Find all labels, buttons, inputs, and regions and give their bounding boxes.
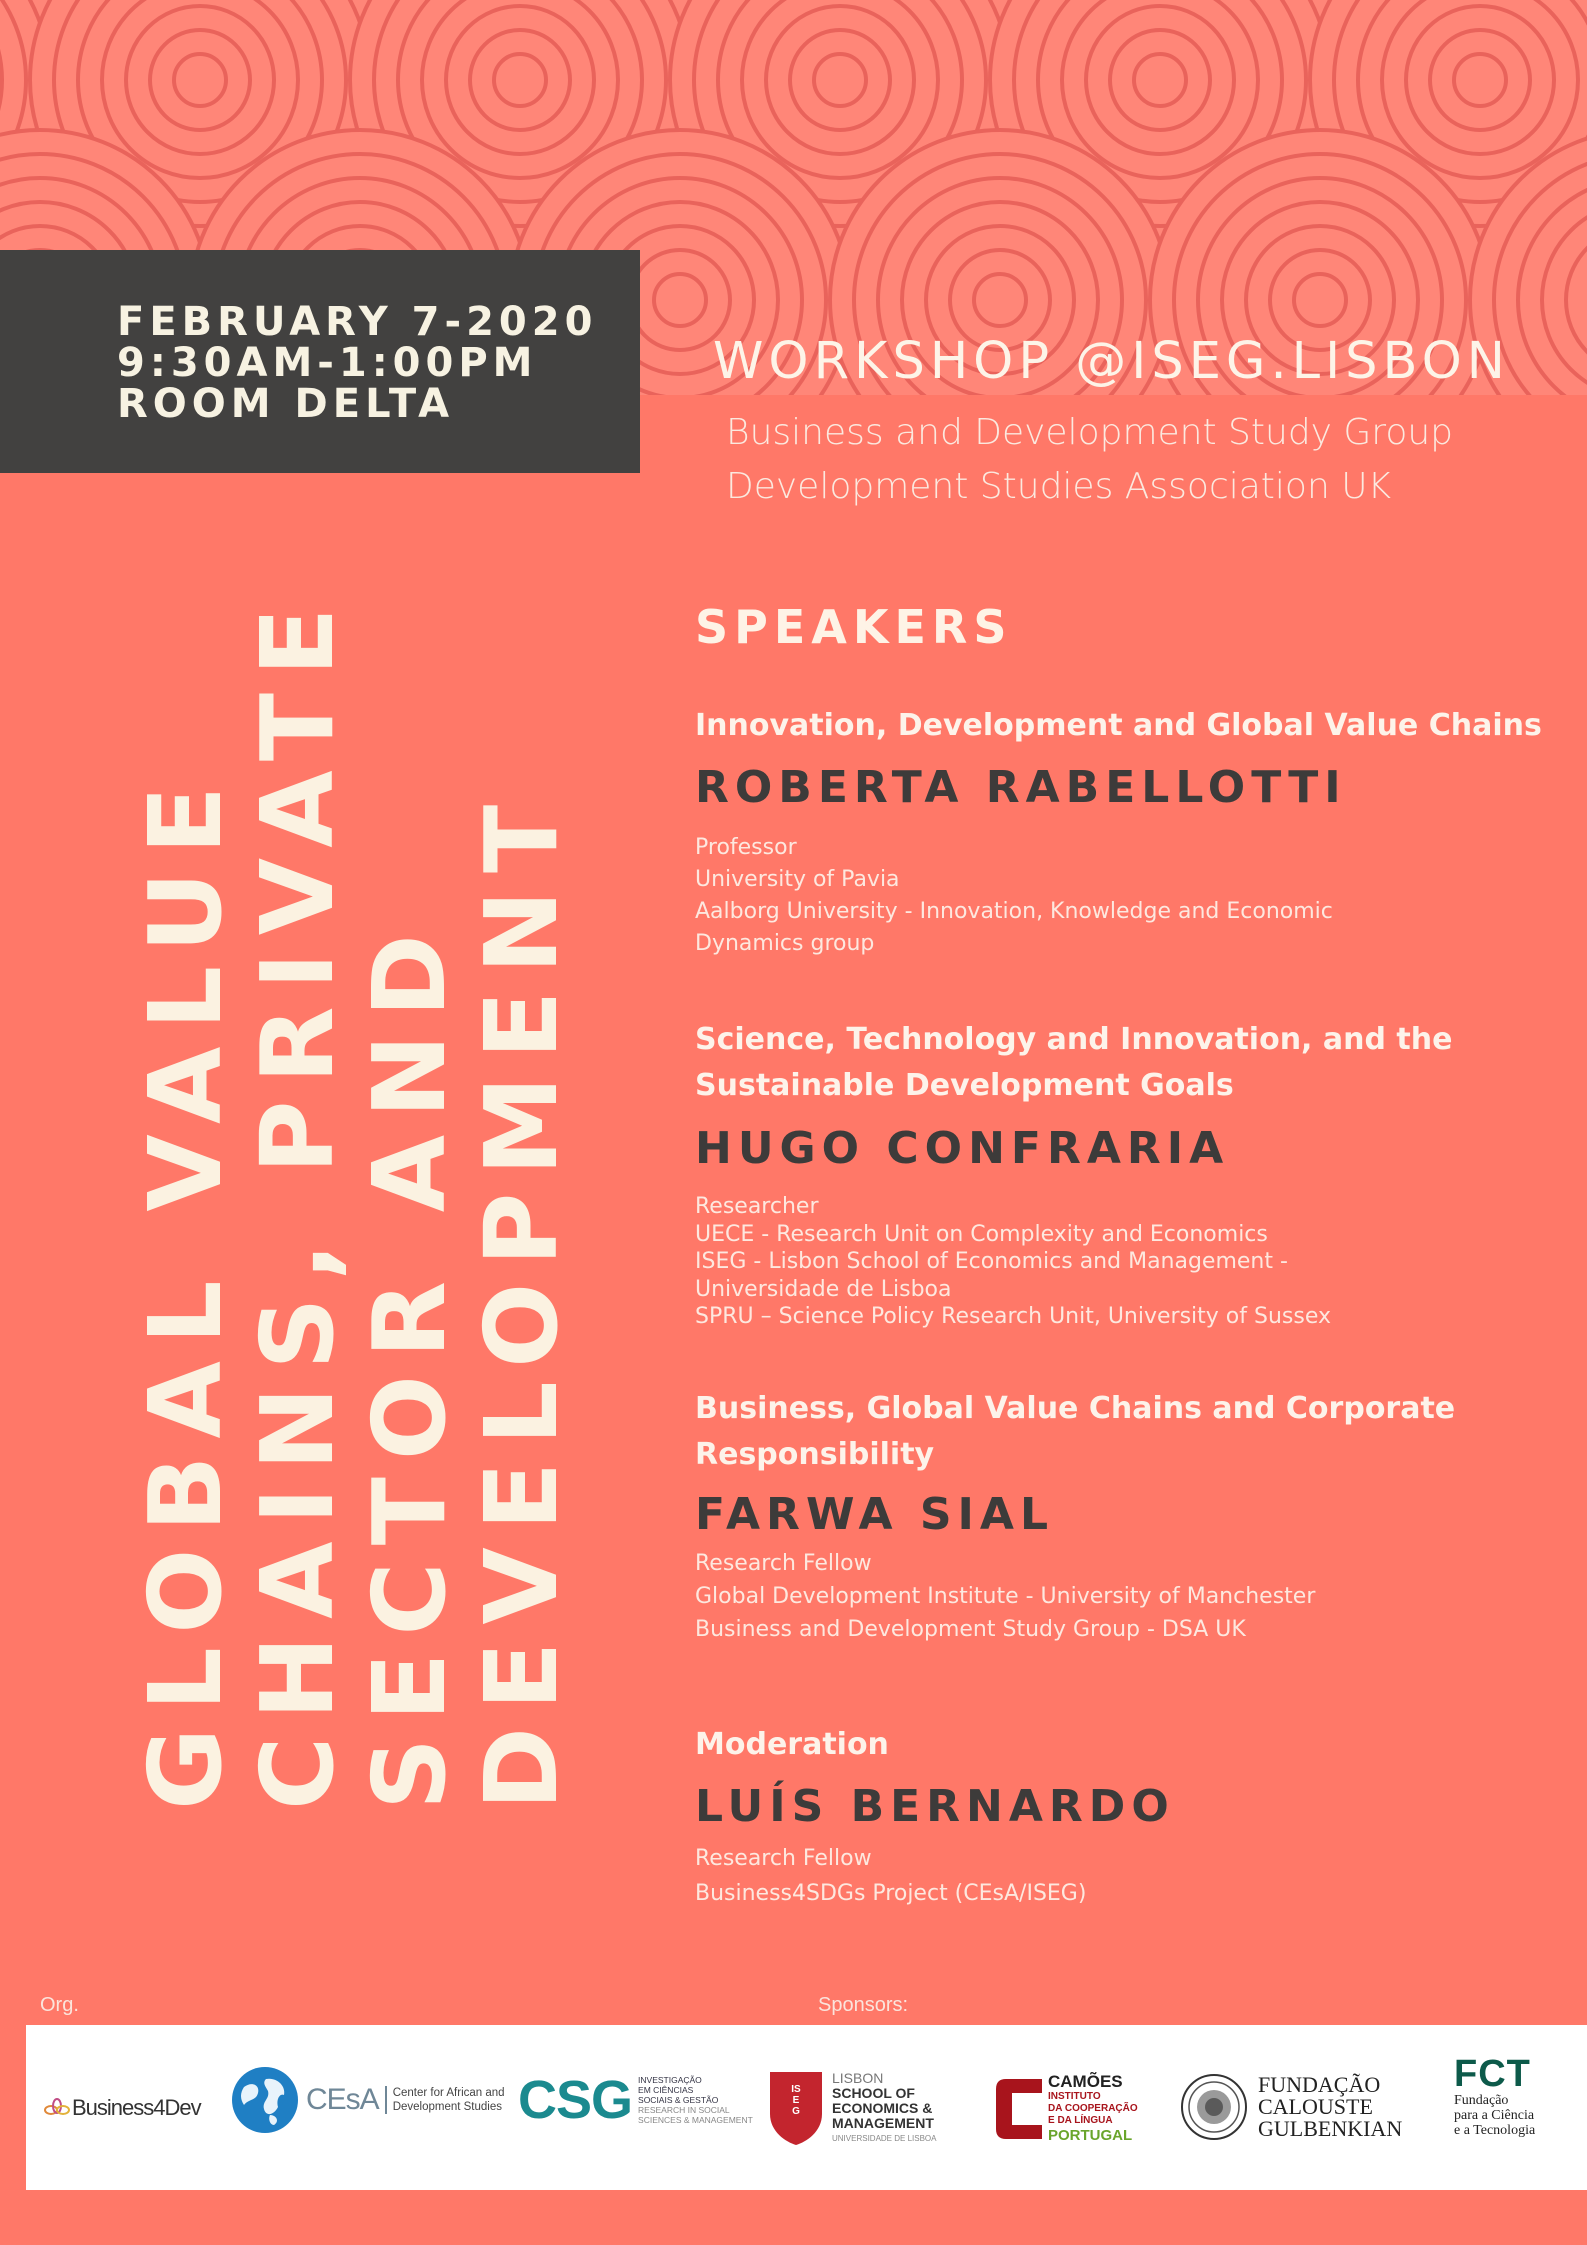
speaker-3-details: Research Fellow Global Development Institute - University of Manchester Business and Development Study Group - DSA UK — [695, 1551, 1316, 1642]
workshop-heading: WORKSHOP @ISEG.LISBON — [713, 332, 1510, 391]
org-label: Org. — [40, 1994, 79, 2016]
logos-strip — [26, 2025, 1587, 2190]
speaker-1-topic: Innovation, Development and Global Value Chains — [695, 708, 1542, 743]
speaker-2-topic: Science, Technology and Innovation, and the Sustainable Development Goals — [695, 1022, 1453, 1103]
event-time: 9:30AM-1:00PM — [117, 340, 538, 386]
speaker-2-name: HUGO CONFRARIA — [695, 1123, 1230, 1174]
speaker-1-name: ROBERTA RABELLOTTI — [695, 762, 1347, 813]
speaker-1-details: Professor University of Pavia Aalborg University - Innovation, Knowledge and Economic Dynamics group — [695, 835, 1333, 956]
speaker-3-topic: Business, Global Value Chains and Corporate Responsibility — [695, 1391, 1456, 1472]
event-date: FEBRUARY 7-2020 — [117, 299, 598, 345]
camoes-c-icon — [992, 2075, 1042, 2143]
iseg-shield-text: ISEG — [791, 2084, 801, 2117]
cesa-fullname: Center for African and Development Studies — [385, 2086, 505, 2114]
gulbenkian-emblem-icon — [1180, 2073, 1248, 2141]
csg-abbr: CSG — [518, 2070, 633, 2130]
csg-logo — [518, 2069, 753, 2131]
organizer-line-2: Development Studies Association UK — [726, 466, 1392, 507]
business4dev-text: Business4Dev — [72, 2095, 201, 2120]
speakers-heading: SPEAKERS — [695, 600, 1013, 654]
csg-text: INVESTIGAÇÃO EM CIÊNCIAS SOCIAIS & GESTÃO RESEARCH IN SOCIAL SCIENCES & MANAGEMENT — [638, 2075, 753, 2125]
sponsors-label: Sponsors: — [818, 1994, 909, 2016]
event-room: ROOM DELTA — [117, 381, 455, 427]
cesa-logo — [230, 2065, 505, 2135]
iseg-text: LISBON SCHOOL OF ECONOMICS & MANAGEMENT UNIVERSIDADE DE LISBOA — [832, 2069, 937, 2143]
business4dev-flower-icon — [44, 2098, 70, 2118]
fct-logo — [1454, 2055, 1535, 2138]
organizer-line-1: Business and Development Study Group — [726, 412, 1454, 453]
moderation-label: Moderation — [695, 1727, 889, 1762]
business4dev-logo — [44, 2095, 201, 2121]
moderator-details: Research Fellow Business4SDGs Project (CEsA/ISEG) — [695, 1846, 1087, 1906]
fct-fullname: Fundação para a Ciência e a Tecnologia — [1454, 2093, 1536, 2138]
globe-icon — [230, 2065, 300, 2135]
cesa-abbr: CEsA — [306, 2083, 379, 2116]
gulbenkian-text: FUNDAÇÃO CALOUSTE GULBENKIAN — [1258, 2072, 1403, 2141]
iseg-logo — [768, 2070, 936, 2146]
title-line-1: GLOBAL VALUE — [127, 768, 244, 1810]
camoes-text: CAMÕES INSTITUTO DA COOPERAÇÃO E DA LÍNGUA PORTUGAL — [1048, 2072, 1138, 2144]
title-line-3: SECTOR AND — [351, 917, 468, 1810]
fct-abbr: FCT — [1454, 2053, 1531, 2095]
title-line-2: CHAINS, PRIVATE — [239, 590, 356, 1810]
event-info-box — [0, 250, 640, 473]
moderator-name: LUÍS BERNARDO — [695, 1781, 1175, 1832]
camoes-logo — [992, 2073, 1138, 2144]
speaker-3-name: FARWA SIAL — [695, 1489, 1055, 1540]
iseg-shield-icon — [768, 2070, 824, 2146]
speaker-2-details: Researcher UECE - Research Unit on Complexity and Economics ISEG - Lisbon School of Economics and Management - Universidade de Lisboa SPRU – Science Policy Research Unit, University of Sussex — [695, 1194, 1332, 1329]
gulbenkian-logo — [1180, 2073, 1402, 2141]
title-line-4: DEVELOPMENT — [463, 787, 580, 1810]
workshop-title — [127, 590, 580, 1810]
